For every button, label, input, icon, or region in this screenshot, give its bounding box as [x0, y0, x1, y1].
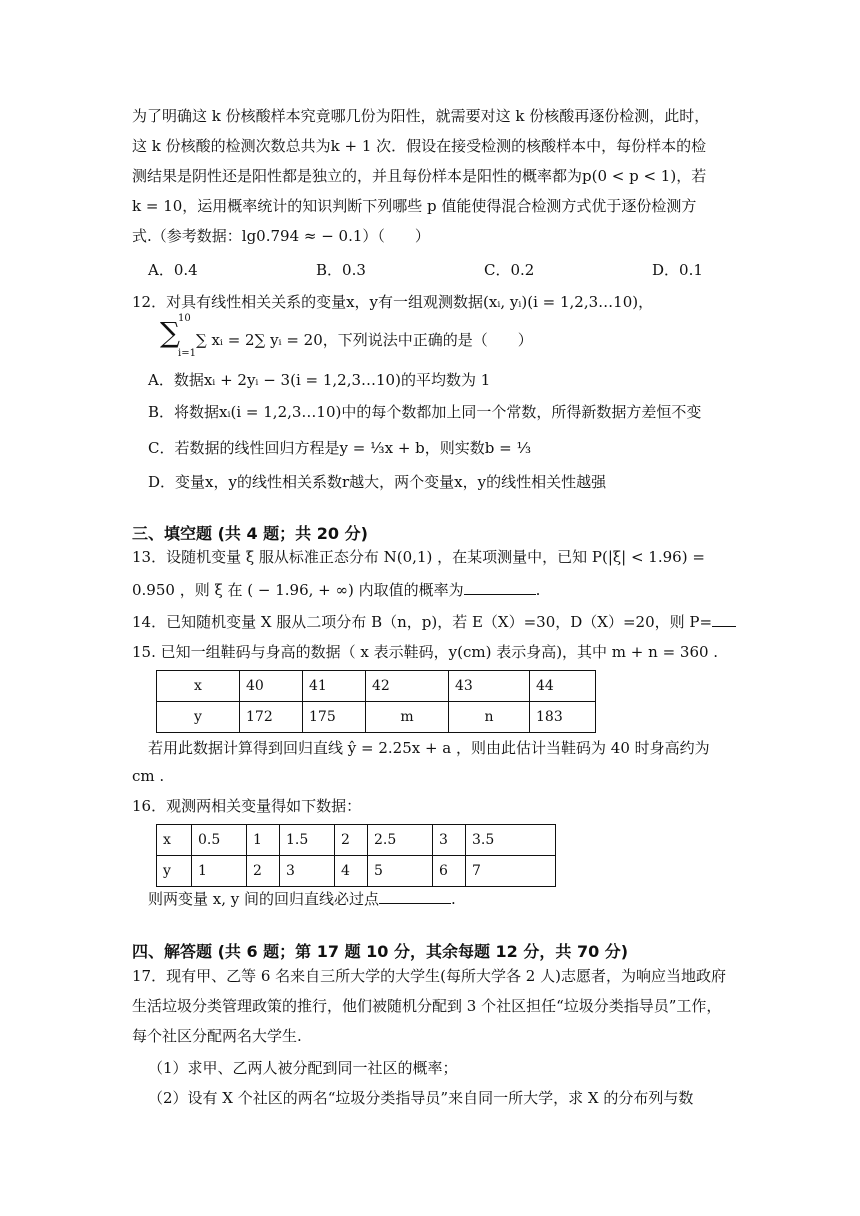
table-cell: x	[157, 671, 240, 702]
table-cell: 40	[240, 671, 303, 702]
q11-option-d: D．0.1	[652, 261, 703, 279]
table-cell: y	[157, 856, 192, 887]
table-cell: 44	[530, 671, 596, 702]
q14-line	[132, 612, 736, 632]
q11-option-a: A．0.4	[148, 261, 198, 279]
table-cell: 3.5	[466, 825, 556, 856]
table-cell: 2.5	[368, 825, 433, 856]
q12-stem-line-1: 12．对具有线性相关关系的变量x，y有一组观测数据(xᵢ, yᵢ)(i = 1,2,3…10)，	[132, 293, 654, 311]
q12-option-c: C．若数据的线性回归方程是y = ⅓x + b，则实数b = ⅓	[148, 439, 532, 457]
table-cell: 1.5	[280, 825, 335, 856]
table-cell: n	[449, 702, 530, 733]
q13-answer-blank[interactable]	[464, 580, 536, 595]
table-cell: 42	[366, 671, 449, 702]
table-cell: 3	[280, 856, 335, 887]
q11-line-3: 测结果是阴性还是阳性都是独立的，并且每份样本是阳性的概率都为p(0 < p < 1)，若	[132, 167, 707, 185]
q17-part-1: （1）求甲、乙两人被分配到同一社区的概率；	[148, 1059, 458, 1077]
table-row	[157, 856, 556, 887]
q16-after-line	[148, 889, 456, 909]
table-row	[157, 702, 596, 733]
table-cell: 6	[433, 856, 466, 887]
section-4-title: 四、解答题 (共 6 题；第 17 题 10 分，其余每题 12 分，共 70 分)	[132, 942, 629, 961]
table-row	[157, 671, 596, 702]
q13-text: 0.950 ，则 ξ 在 ( − 1.96, + ∞) 内取值的概率为	[132, 581, 464, 599]
q15-after-line-1: 若用此数据计算得到回归直线 ŷ = 2.25x + a ，则由此估计当鞋码为 40 时身高约为	[148, 739, 710, 757]
q11-option-c: C．0.2	[484, 261, 535, 279]
table-cell: 0.5	[192, 825, 247, 856]
q16-text: 则两变量 x, y 间的回归直线必过点	[148, 890, 380, 908]
table-cell: 175	[303, 702, 366, 733]
q16-answer-blank[interactable]	[379, 889, 451, 904]
q14-text: 14．已知随机变量 X 服从二项分布 B（n，p)，若 E（X）=30，D（X）=20，则 P=	[132, 613, 713, 631]
q12-option-b: B．将数据xᵢ(i = 1,2,3…10)中的每个数都加上同一个常数，所得新数据方差恒不变	[148, 403, 702, 421]
q14-answer-blank[interactable]	[712, 612, 736, 627]
table-cell: 3	[433, 825, 466, 856]
q13-line-2	[132, 580, 540, 600]
table-cell: 5	[368, 856, 433, 887]
table-cell: 7	[466, 856, 556, 887]
q12-sum-top: 10	[178, 313, 191, 324]
table-cell: x	[157, 825, 192, 856]
table-cell: 41	[303, 671, 366, 702]
table-cell: 1	[192, 856, 247, 887]
q15-line: 15. 已知一组鞋码与身高的数据（ x 表示鞋码，y(cm) 表示身高)，其中 m + n = 360 .	[132, 643, 719, 661]
q15-table	[156, 670, 596, 733]
table-cell: 43	[449, 671, 530, 702]
q12-option-a: A．数据xᵢ + 2yᵢ − 3(i = 1,2,3…10)的平均数为 1	[148, 371, 491, 389]
q16-table	[156, 824, 556, 887]
q13-line-1: 13．设随机变量 ξ 服从标准正态分布 N(0,1) ，在某项测量中，已知 P(|ξ| < 1.96) =	[132, 548, 705, 566]
table-cell: 4	[335, 856, 368, 887]
q17-line-3: 每个社区分配两名大学生.	[132, 1027, 302, 1045]
q11-option-b: B．0.3	[316, 261, 366, 279]
table-cell: 1	[247, 825, 280, 856]
q11-line-4: k = 10，运用概率统计的知识判断下列哪些 p 值能使得混合检测方式优于逐份检测方	[132, 197, 697, 215]
q11-line-1: 为了明确这 k 份核酸样本究竟哪几份为阳性，就需要对这 k 份核酸再逐份检测，此时，	[132, 107, 710, 125]
q11-line-2: 这 k 份核酸的检测次数总共为k + 1 次．假设在接受检测的核酸样本中，每份样本的检	[132, 137, 707, 155]
q11-line-5: 式.（参考数据：lg0.794 ≈ − 0.1）（ ）	[132, 227, 430, 245]
q12-stem-line-2: ∑ xᵢ = 2∑ yᵢ = 20，下列说法中正确的是（ ）	[196, 331, 533, 349]
section-3-title: 三、填空题 (共 4 题；共 20 分)	[132, 524, 368, 543]
q17-line-1: 17．现有甲、乙等 6 名来自三所大学的大学生(每所大学各 2 人)志愿者，为响应当地政府	[132, 967, 726, 985]
table-cell: 2	[335, 825, 368, 856]
q12-option-d: D．变量x，y的线性相关系数r越大，两个变量x，y的线性相关性越强	[148, 473, 607, 491]
q16-end: .	[451, 890, 456, 908]
q12-sum-symbol: ∑	[160, 316, 180, 349]
q16-line: 16．观测两相关变量得如下数据：	[132, 797, 362, 815]
q17-line-2: 生活垃圾分类管理政策的推行，他们被随机分配到 3 个社区担任“垃圾分类指导员”工作，	[132, 997, 722, 1015]
table-cell: m	[366, 702, 449, 733]
q17-part-2: （2）设有 X 个社区的两名“垃圾分类指导员”来自同一所大学，求 X 的分布列与数	[148, 1089, 694, 1107]
table-cell: 183	[530, 702, 596, 733]
q15-after-line-2: cm .	[132, 767, 165, 785]
table-cell: y	[157, 702, 240, 733]
q12-sum-bottom: i=1	[178, 348, 196, 359]
table-row	[157, 825, 556, 856]
table-cell: 2	[247, 856, 280, 887]
table-cell: 172	[240, 702, 303, 733]
q13-end: .	[535, 581, 541, 599]
